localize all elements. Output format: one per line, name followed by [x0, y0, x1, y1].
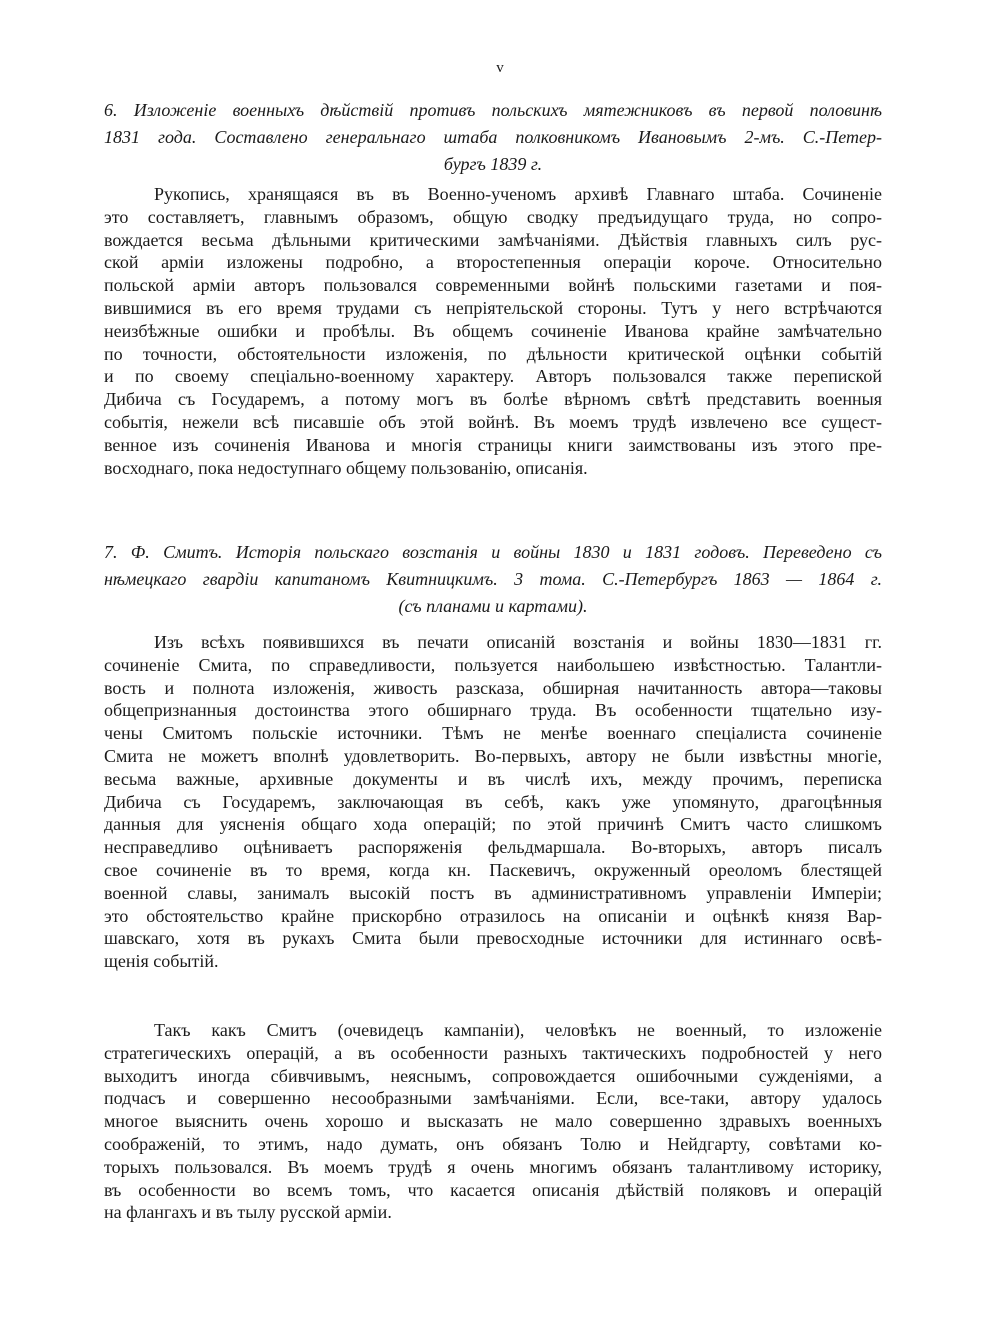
text-line: шавскаго, хотя въ рукахъ Смита были превосходные источники для истиннаго освѣ- — [104, 928, 882, 949]
section-6-paragraph — [104, 183, 882, 479]
text-line: многое выяснить очень хорошо и высказать не мало совершенно здравыхъ военныхъ — [104, 1111, 882, 1132]
text-line: свое сочиненiе въ то время, когда кн. Паскевичъ, окруженный ореоломъ блестящей — [104, 859, 882, 880]
text-line: венное изъ сочиненiя Иванова и многiя страницы книги заимствованы изъ этого пре- — [104, 434, 882, 455]
text-line: сочиненiе Смита, по справедливости, пользуется наибольшею извѣстностью. Талантли- — [104, 654, 882, 675]
text-line: и по своему спецiально-военному характеру. Авторъ пользовался также перепиской — [104, 366, 882, 387]
text-line: щенiя событiй. — [104, 951, 219, 972]
text-line: восходнаго, пока недоступнаго общему пользованiю, описанiя. — [104, 457, 588, 478]
text-line: вость и полнота изложенiя, живость разсказа, обширная начитанность автора—таковы — [104, 677, 882, 698]
text-line: это обстоятельство крайне прискорбно отразилось на описанiи и оцѣнкѣ князя Вар- — [104, 905, 882, 926]
text-line: польской армiи авторъ пользовался современными войнѣ польскими газетами и поя- — [104, 275, 882, 296]
text-line: по точности, обстоятельности изложенiя, по дѣльности критической оцѣнки событiй — [104, 343, 882, 364]
text-line: на флангахъ и въ тылу русской армiи. — [104, 1202, 392, 1223]
text-line: данныя для уясненiя общаго хода операцiй; по этой причинѣ Смитъ часто слишкомъ — [104, 814, 882, 835]
text-line: соображенiй, то этимъ, надо думать, онъ обязанъ Толю и Нейдгарту, совѣтами ко- — [104, 1133, 882, 1154]
text-line: подчасъ и совершенно несообразными замѣчанiями. Если, все-таки, автору удалось — [104, 1088, 882, 1109]
heading-line: (съ планами и картами). — [398, 596, 588, 616]
heading-line: 7. Ф. Смитъ. Исторiя польскаго возстанiя и войны 1830 и 1831 годовъ. Переведено съ — [104, 542, 882, 562]
text-line: вождается весьма дѣльными критическими замѣчанiями. Дѣйствiя главныхъ силъ рус- — [104, 229, 882, 250]
text-line: вившимися въ его время трудами съ непрiятельской стороны. Тутъ у него встрѣчаются — [104, 297, 882, 318]
text-line: стратегическихъ операцiй, а въ особенности разныхъ тактическихъ подробностей у него — [104, 1042, 882, 1063]
text-line: Дибича съ Государемъ, а потому могъ въ болѣе вѣрномъ свѣтѣ представить военныя — [104, 389, 882, 410]
heading-line: нѣмецкаго гвардiи капитаномъ Квитницкимъ. 3 тома. С.-Петербургъ 1863 — 1864 г. — [104, 569, 882, 589]
text-line: торыхъ пользовался. Въ моемъ трудѣ я очень многимъ обязанъ талантливому историку, — [104, 1156, 882, 1177]
text-line: общепризнанныя достоинства этого обширнаго труда. Въ особенности тщательно изу- — [104, 700, 882, 721]
text-line: выходитъ иногда сбивчивымъ, неяснымъ, сопровождается ошибочными сужденiями, а — [104, 1065, 882, 1086]
section-7-heading — [104, 539, 882, 620]
text-line: военной славы, занималъ высокiй постъ въ административномъ управленiи Имперiи; — [104, 882, 882, 903]
heading-line: 1831 года. Составлено генеральнаго штаба полковникомъ Ивановымъ 2-мъ. С.-Петер- — [104, 127, 882, 147]
section-6-heading — [104, 97, 882, 178]
page-number: v — [496, 60, 504, 76]
text-line: Дибича съ Государемъ, заключающая въ себѣ, какъ уже упомянуто, драгоцѣнныя — [104, 791, 882, 812]
section-7-paragraph-1 — [104, 631, 882, 973]
section-7-paragraph-2 — [104, 1019, 882, 1224]
text-line: весьма важные, архивные документы и въ числѣ ихъ, между прочимъ, переписка — [104, 768, 882, 789]
text-line: Такъ какъ Смитъ (очевидецъ кампанiи), человѣкъ не военный, то изложенiе — [154, 1020, 882, 1040]
text-line: Смита не можетъ вполнѣ удовлетворить. Во-первыхъ, автору не были извѣстны многiе, — [104, 745, 882, 766]
text-line: несправедливо оцѣниваетъ распоряженiя фельдмаршала. Во-вторыхъ, авторъ писалъ — [104, 837, 882, 858]
heading-line: бургъ 1839 г. — [443, 154, 543, 174]
text-line: Рукопись, хранящаяся въ въ Военно-ученомъ архивѣ Главнаго штаба. Сочиненiе — [154, 184, 882, 204]
text-line: въ особенности во всемъ томъ, что касается описанiя дѣйствiй поляковъ и операцiй — [104, 1179, 882, 1200]
text-line: событiя, нежели всѣ писавшiе объ этой войнѣ. Въ моемъ трудѣ извлечено все сущест- — [104, 411, 882, 432]
heading-line: 6. Изложенiе военныхъ дѣйствiй противъ польскихъ мятежниковъ въ первой половинѣ — [104, 100, 882, 120]
text-line: ской армiи изложены подробно, а второстепенныя операцiи короче. Относительно — [104, 252, 882, 273]
text-line: неизбѣжные ошибки и пробѣлы. Въ общемъ сочиненiе Иванова крайне замѣчательно — [104, 320, 882, 341]
text-line: чены Смитомъ польскiе источники. Тѣмъ не менѣе военнаго спецiалиста сочиненiе — [104, 723, 882, 744]
text-line: Изъ всѣхъ появившихся въ печати описанiй возстанiя и войны 1830—1831 гг. — [154, 632, 882, 652]
text-line: это составляетъ, главнымъ образомъ, общую сводку предъидущаго труда, но сопро- — [104, 206, 882, 227]
